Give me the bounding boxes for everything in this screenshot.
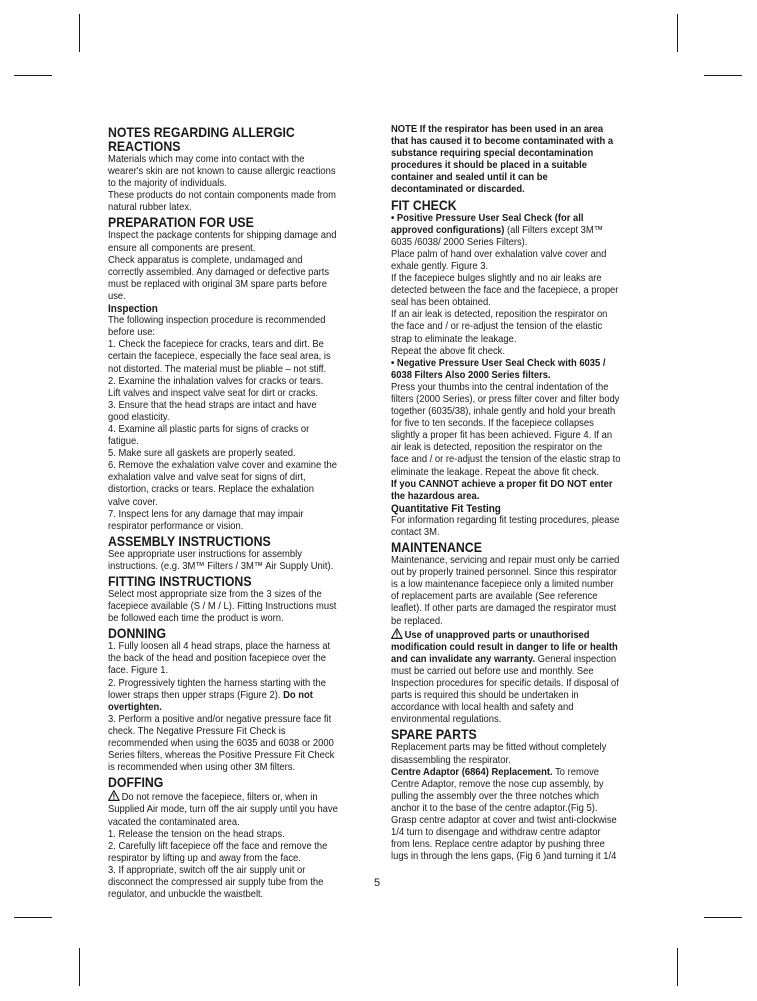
assembly-heading: ASSEMBLY INSTRUCTIONS (108, 533, 271, 549)
crop-mark (704, 917, 742, 918)
donning-step-bold: Do not overtighten. (108, 689, 313, 713)
cannot-fit-warning (391, 479, 621, 503)
positive-pressure-rest: (all Filters except 3M™ 6035 /6038/ 2000 Series Filters). (391, 224, 604, 248)
positive-pressure-paragraph: If the facepiece bulges slightly and no air leaks are detected between the face and the facepiece, a proper seal has been obtained. (391, 273, 619, 309)
maintenance-heading: MAINTENANCE (391, 539, 482, 556)
centre-adaptor-bold: Centre Adaptor (6864) Replacement. (391, 766, 553, 778)
inspection-step: 4. Examine all plastic parts for signs of cracks or fatigue. (108, 423, 310, 448)
allergy-heading: NOTES REGARDING ALLERGIC REACTIONS (108, 124, 295, 155)
preparation-heading: PREPARATION FOR USE (108, 215, 254, 231)
crop-mark (14, 75, 52, 76)
crop-mark (704, 75, 742, 76)
preparation-paragraph: Check apparatus is complete, undamaged and correctly assembled. Any damaged or defective parts must be replaced with original 3M spare parts before use. (108, 254, 330, 302)
maintenance-warning-bold: Use of unapproved parts or unauthorised modification could result in danger to life or health and can invalidate any warranty. (391, 629, 618, 665)
doffing-warning-text: Do not remove the facepiece, filters or, when in Supplied Air mode, turn off the air supply until you have vacated the contaminated area. (108, 792, 338, 828)
note-text: NOTE If the respirator has been used in an area that has caused it to become contaminated with a substance requiring special decontamination procedures it should be placed in a suitable container and sealed until it can be decontaminated or discarded. (391, 124, 614, 196)
inspection-step: 2. Examine the inhalation valves for cracks or tears. Lift valves and inspect valve seat for dirt or cracks. (108, 375, 324, 399)
inspection-step: 6. Remove the exhalation valve cover and examine the exhalation valve and valve seat for signs of dirt, distortion, cracks or tears. Replace the exhalation valve cover. (108, 460, 337, 508)
crop-mark (677, 948, 678, 986)
inspection-intro: The following inspection procedure is recommended before use: (108, 315, 326, 339)
negative-pressure-bold: • Negative Pressure User Seal Check with 6035 / 6038 Filters Also 2000 Series filters. (391, 357, 606, 381)
fitting-heading: FITTING INSTRUCTIONS (108, 573, 252, 590)
doffing-step: 3. If appropriate, switch off the air supply unit or disconnect the compressed air supply tube from the regulator, and unbuckle the waistbelt. (108, 864, 324, 901)
negative-pressure-title (391, 358, 621, 382)
doffing-step: 1. Release the tension on the head straps. (108, 828, 285, 840)
doffing-warning (108, 790, 338, 828)
quantitative-heading: Quantitative Fit Testing (391, 502, 501, 515)
decontamination-note (391, 124, 621, 197)
negative-pressure-paragraph: Press your thumbs into the central indentation of the filters (2000 Series), or press filter cover and filter body together (6035/38), inhale gently and hold your breath for five to ten seconds. If the facepiece collapses slightly a proper fit has been achieved. Figure 4. If an air leak is detected, reposition the respirator on the face and / or re-adjust the tension of the elastic strap to eliminate the leakage. Repeat the above fit check. (391, 381, 621, 478)
centre-adaptor-paragraph (391, 767, 621, 864)
crop-mark (677, 14, 678, 52)
cannot-fit-text: If you CANNOT achieve a proper fit DO NOT enter the hazardous area. (391, 478, 613, 502)
inspection-step: 1. Check the facepiece for cracks, tears and dirt. Be certain the facepiece, especially the face seal area, is not distorted. The material must be pliable – not stiff. (108, 339, 331, 375)
doffing-heading: DOFFING (108, 775, 164, 791)
fit-check-heading: FIT CHECK (391, 197, 457, 213)
positive-pressure-paragraph: If an air leak is detected, reposition the respirator on the face and / or re-adjust the tension of the elastic strap to eliminate the leakage. (391, 309, 608, 345)
assembly-paragraph: See appropriate user instructions for assembly instructions. (e.g. 3M™ Filters / 3M™ Air Supply Unit). (108, 548, 334, 572)
centre-adaptor-rest: To remove Centre Adaptor, remove the nose cup assembly, by pulling the assembly over the three notches which anchor it to the base of the centre adaptor.(Fig 5). Grasp centre adaptor at cover and twist anti-clockwise 1/4 turn to disengage and withdraw centre adaptor from lens. Replace centre adaptor by pushing three lugs in through the lens gaps, (Fig 6 )and turning it 1/4 (391, 766, 617, 863)
donning-step-text: 2. Progressively tighten the harness starting with the lower straps then upper straps (Figure 2). (108, 677, 326, 701)
right-column (391, 124, 621, 863)
spare-parts-paragraph: Replacement parts may be fitted without completely disassembling the respirator. (391, 742, 607, 766)
quantitative-paragraph: For information regarding fit testing procedures, please contact 3M. (391, 514, 620, 538)
inspection-step: 7. Inspect lens for any damage that may impair respirator performance or vision. (108, 508, 304, 532)
allergy-paragraph: These products do not contain components made from natural rubber latex. (108, 190, 336, 214)
donning-heading: DONNING (108, 626, 167, 642)
fitting-paragraph: Select most appropriate size from the 3 sizes of the facepiece available (S / M / L). Fitting Instructions must be followed each time the product is worn. (108, 589, 337, 625)
positive-pressure-paragraph: Repeat the above fit check. (391, 345, 505, 357)
allergy-paragraph: Materials which may come into contact with the wearer's skin are not known to cause allergic reactions to the majority of individuals. (108, 154, 336, 190)
page-number: 5 (374, 877, 381, 889)
positive-pressure-title (391, 213, 621, 249)
crop-mark (14, 917, 52, 918)
crop-mark (79, 14, 80, 52)
maintenance-warning (391, 628, 621, 727)
doffing-step: 2. Carefully lift facepiece off the face and remove the respirator by lifting up and away from the face. (108, 840, 328, 864)
maintenance-paragraph: Maintenance, servicing and repair must only be carried out by properly trained personnel. Since this respirator is a low maintenance facepiece only a limited number of replacement parts are available (See reference leaflet). If other parts are damaged the respirator must be replaced. (391, 555, 620, 627)
crop-mark (79, 948, 80, 986)
donning-step (108, 678, 338, 714)
maintenance-warning-rest: General inspection must be carried out before use and monthly. See Inspection procedures for specific details. If disposal of parts is required this should be undertaken in accordance with local health and safety and environmental regulations. (391, 653, 619, 726)
positive-pressure-paragraph: Place palm of hand over exhalation valve cover and exhale gently. Figure 3. (391, 248, 607, 272)
left-column (108, 124, 338, 901)
donning-step: 1. Fully loosen all 4 head straps, place the harness at the back of the head and position facepiece over the face. Figure 1. (108, 641, 331, 677)
donning-step: 3. Perform a positive and/or negative pressure face fit check. The Negative Pressure Fit Check is recommended when using the 6035 and 6038 or 2000 Series filters, whereas the Positive Pressure Fit Check is recommended when using other 3M filters. (108, 713, 335, 774)
warning-triangle-icon (391, 628, 403, 639)
positive-pressure-bold: • Positive Pressure User Seal Check (for all approved configurations) (391, 212, 584, 236)
inspection-step: 3. Ensure that the head straps are intact and have good elasticity. (108, 399, 317, 423)
warning-triangle-icon (108, 790, 120, 801)
preparation-paragraph: Inspect the package contents for shipping damage and ensure all components are present. (108, 230, 337, 254)
inspection-heading: Inspection (108, 303, 158, 316)
spare-parts-heading: SPARE PARTS (391, 727, 477, 743)
inspection-step: 5. Make sure all gaskets are properly seated. (108, 448, 296, 460)
